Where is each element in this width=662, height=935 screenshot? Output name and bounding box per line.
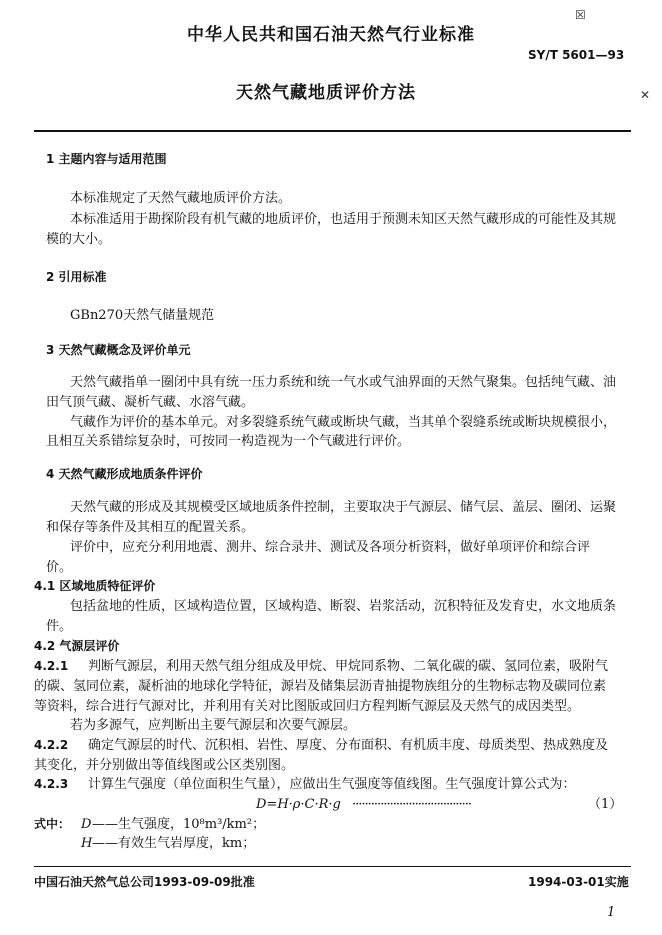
section-1-para-2-line-1: 本标准适用于勘探阶段有机气藏的地质评价，也适用于预测未知区天然气藏形成的可能性及其规 — [70, 212, 617, 227]
section-4-1-para-line-1: 包括盆地的性质，区域构造位置，区域构造、断裂、岩浆活动，沉积特征及发育史，水文地质条 — [70, 599, 617, 614]
section-4-para-1-line-1: 天然气藏的形成及其规模受区域地质条件控制，主要取决于气源层、储气层、盖层、圈闭、运聚 — [70, 500, 617, 515]
standard-code: SY/T 5601—93 — [528, 48, 625, 62]
clause-4-2-1-line-2: 的碳、氢同位素，凝析油的地球化学特征，源岩及储集层沥青抽提物族组分的生物标志物及碳同位素 — [34, 679, 607, 694]
section-4-1-heading: 4.1 区域地质特征评价 — [34, 579, 156, 593]
section-3-para-1-line-1: 天然气藏指单一圈闭中具有统一压力系统和统一气水或气油界面的天然气聚集。包括纯气藏、油 — [70, 375, 617, 390]
effective-date: 1994-03-01实施 — [528, 875, 629, 889]
clause-4-2-2-line-1: 确定气源层的时代、沉积相、岩性、厚度、分布面积、有机质丰度、母质类型、热成熟度及 — [88, 738, 609, 753]
formula-expression: D=H·ρ·C·R·g — [256, 797, 341, 812]
formula-number: （1） — [588, 797, 623, 812]
section-4-heading: 4 天然气藏形成地质条件评价 — [46, 467, 203, 481]
section-4-2-heading: 4.2 气源层评价 — [34, 639, 120, 653]
clause-4-2-3-line-1: 计算生气强度（单位面积生气量），应做出生气强度等值线图。生气强度计算公式为： — [88, 777, 576, 792]
formula-def-2-symbol: H — [81, 836, 93, 851]
scan-mark-top: ☒ — [575, 8, 586, 22]
scan-mark-side: ✕ — [640, 88, 651, 102]
footer-rule — [34, 866, 631, 867]
clause-4-2-1-line-1: 判断气源层，利用天然气组分组成及甲烷、甲烷同系物、二氧化碳的碳、氢同位素，吸附气 — [88, 659, 609, 674]
formula-leader-dots: ······································ — [352, 797, 472, 812]
header-rule — [34, 130, 631, 132]
page-number: 1 — [607, 905, 616, 920]
section-1-para-1: 本标准规定了天然气藏地质评价方法。 — [70, 191, 292, 206]
section-4-1-para-line-2: 件。 — [46, 619, 73, 634]
clause-4-2-2-line-2: 其变化，并分别做出等值线图或公区类别图。 — [34, 758, 295, 773]
section-3-para-2-line-1: 气藏作为评价的基本单元。对多裂缝系统气藏或断块气藏，当其单个裂缝系统或断块规模很小， — [70, 415, 617, 430]
approval-note: 中国石油天然气总公司1993-09-09批准 — [34, 875, 255, 889]
section-1-para-2-line-2: 模的大小。 — [46, 232, 112, 247]
clause-4-2-1-line-3: 等资料，综合进行气源对比，并利用有关对比图版或回归方程判断气源层及天然气的成因类型。 — [34, 699, 581, 714]
clause-4-2-2-number: 4.2.2 — [34, 738, 69, 752]
section-3-heading: 3 天然气藏概念及评价单元 — [46, 343, 191, 357]
section-3-para-2-line-2: 且相互关系错综复杂时，可按同一构造视为一个气藏进行评价。 — [46, 434, 411, 449]
section-4-para-1-line-2: 和保存等条件及其相互的配置关系。 — [46, 520, 255, 535]
section-4-para-2-line-1: 评价中，应充分利用地震、测井、综合录井、测试及各项分析资料，做好单项评价和综合评 — [70, 540, 591, 555]
clause-4-2-1-para-2: 若为多源气，应判断出主要气源层和次要气源层。 — [70, 718, 357, 733]
formula-def-2-text: ——有效生气岩厚度，km； — [92, 836, 256, 851]
section-3-para-1-line-2: 田气顶气藏、凝析气藏、水溶气藏。 — [46, 395, 255, 410]
clause-4-2-3-number: 4.2.3 — [34, 777, 69, 791]
formula-def-1-text: ——生气强度，10⁸m³/km²； — [92, 817, 266, 832]
clause-4-2-1-number: 4.2.1 — [34, 659, 69, 673]
section-4-para-2-line-2: 价。 — [46, 560, 73, 575]
section-2-para-1: GBn270天然气储量规范 — [70, 308, 215, 323]
issuing-body-title: 中华人民共和国石油天然气行业标准 — [187, 25, 475, 45]
section-1-heading: 1 主题内容与适用范围 — [46, 152, 167, 166]
document-title: 天然气藏地质评价方法 — [236, 83, 416, 103]
section-2-heading: 2 引用标准 — [46, 270, 107, 284]
formula-def-1-symbol: D — [81, 817, 92, 832]
formula-where-label: 式中： — [34, 817, 71, 831]
